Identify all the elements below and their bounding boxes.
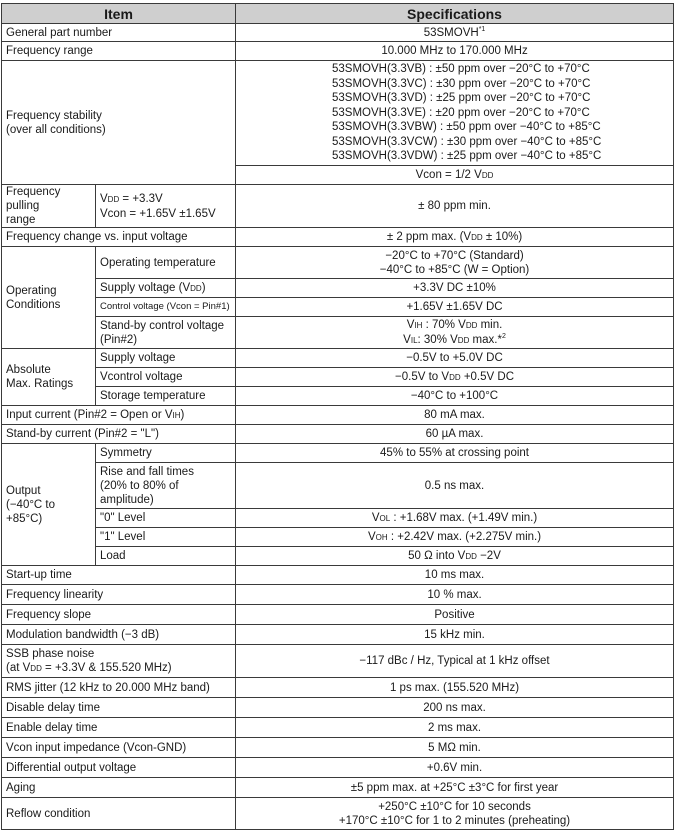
row-value: −20°C to +70°C (Standard) −40°C to +85°C (W = Option) [236, 247, 674, 279]
table-row [2, 738, 674, 758]
row-value: 15 kHz min. [236, 625, 674, 645]
sub-label: Stand-by control voltage (Pin#2) [96, 317, 236, 349]
row-value: ± 80 ppm min. [236, 185, 674, 228]
row-value: −117 dBc / Hz, Typical at 1 kHz offset [236, 645, 674, 678]
row-label: Start-up time [2, 566, 236, 585]
row-value: 80 mA max. [236, 406, 674, 425]
stability-line: 53SMOVH(3.3VBW) : ±50 ppm over −40°C to +85°C [332, 121, 601, 134]
row-value: 2 ms max. [236, 718, 674, 738]
sub-label: Storage temperature [96, 387, 236, 406]
table-row [2, 42, 674, 61]
table-row [2, 605, 674, 625]
row-value: 10 ms max. [236, 566, 674, 585]
row-value: 1 ps max. (155.520 MHz) [236, 678, 674, 698]
row-value: 0.5 ns max. [236, 463, 674, 509]
row-label: Differential output voltage [2, 758, 236, 778]
sub-label: Rise and fall times (20% to 80% of amplitude) [96, 463, 236, 509]
row-label: Frequency change vs. input voltage [2, 228, 236, 247]
row-value: ± 2 ppm max. (VDD ± 10%) [236, 228, 674, 247]
table-row [2, 279, 674, 298]
row-value: ±5 ppm max. at +25°C ±3°C for first year [236, 778, 674, 798]
table-row [2, 317, 674, 349]
sub-label: Control voltage (Vcon = Pin#1) [96, 298, 236, 317]
row-label: Absolute Max. Ratings [2, 349, 96, 406]
row-value: 50 Ω into VDD −2V [236, 547, 674, 566]
sub-label: Supply voltage [96, 349, 236, 368]
table-row [2, 463, 674, 509]
table-row [2, 566, 674, 585]
row-value: −0.5V to VDD +0.5V DC [236, 368, 674, 387]
table-row [2, 798, 674, 830]
table-row [2, 778, 674, 798]
table-row [2, 406, 674, 425]
table-row [2, 24, 674, 42]
row-label: Frequency pulling range [2, 185, 96, 228]
row-value: +0.6V min. [236, 758, 674, 778]
table-row [2, 444, 674, 463]
row-label: Input current (Pin#2 = Open or VIH) [2, 406, 236, 425]
specifications-table [1, 3, 674, 830]
table-row [2, 228, 674, 247]
sub-label: Supply voltage (VDD) [96, 279, 236, 298]
stability-list [236, 61, 674, 166]
table-row [2, 425, 674, 444]
stability-line: 53SMOVH(3.3VC) : ±30 ppm over −20°C to +70°C [332, 77, 591, 90]
row-label: Frequency stability (over all conditions) [2, 61, 236, 185]
row-value: 53SMOVH$^{*1}$ [236, 24, 674, 42]
table-row [2, 387, 674, 406]
row-label: Modulation bandwidth (−3 dB) [2, 625, 236, 645]
table-row [2, 758, 674, 778]
row-label: SSB phase noise (at VDD = +3.3V & 155.520 MHz) [2, 645, 236, 678]
row-label: Stand-by current (Pin#2 = "L") [2, 425, 236, 444]
table-row [2, 547, 674, 566]
row-value: +1.65V ±1.65V DC [236, 298, 674, 317]
table-row [2, 61, 674, 166]
stability-line: 53SMOVH(3.3VDW) : ±25 ppm over −40°C to +85°C [332, 150, 602, 163]
table-row [2, 625, 674, 645]
row-value: VOL : +1.68V max. (+1.49V min.) [236, 509, 674, 528]
stability-line: 53SMOVH(3.3VE) : ±20 ppm over −20°C to +70°C [332, 106, 590, 119]
stability-line: 53SMOVH(3.3VCW) : ±30 ppm over −40°C to +85°C [332, 135, 602, 148]
stability-line: 53SMOVH(3.3VB) : ±50 ppm over −20°C to +70°C [332, 62, 590, 75]
row-label: Disable delay time [2, 698, 236, 718]
table-row [2, 247, 674, 279]
table-row [2, 368, 674, 387]
row-label: Aging [2, 778, 236, 798]
row-label: Frequency linearity [2, 585, 236, 605]
table-row [2, 645, 674, 678]
row-value: Vcon = 1/2 VDD [236, 166, 674, 185]
row-label: Frequency slope [2, 605, 236, 625]
row-value: VIH : 70% VDD min. VIL: 30% VDD max.*$^2$ [236, 317, 674, 349]
table-row [2, 509, 674, 528]
table-row [2, 698, 674, 718]
row-label: Operating Conditions [2, 247, 96, 349]
sub-label: Operating temperature [96, 247, 236, 279]
row-value: VOH : +2.42V max. (+2.275V min.) [236, 528, 674, 547]
row-label: Frequency range [2, 42, 236, 61]
row-label: Vcon input impedance (Vcon-GND) [2, 738, 236, 758]
sub-label: "1" Level [96, 528, 236, 547]
table-row [2, 185, 674, 228]
row-value: 60 µA max. [236, 425, 674, 444]
header-specifications: Specifications [236, 4, 674, 24]
row-label: General part number [2, 24, 236, 42]
row-label: Enable delay time [2, 718, 236, 738]
table-row [2, 718, 674, 738]
stability-line: 53SMOVH(3.3VD) : ±25 ppm over −20°C to +70°C [332, 92, 591, 105]
header-item: Item [2, 4, 236, 24]
table-row [2, 585, 674, 605]
row-condition: VDD = +3.3V Vcon = +1.65V ±1.65V [96, 185, 236, 228]
row-value: −40°C to +100°C [236, 387, 674, 406]
table-header-row [2, 4, 674, 24]
row-value: −0.5V to +5.0V DC [236, 349, 674, 368]
sub-label: Vcontrol voltage [96, 368, 236, 387]
row-value: 200 ns max. [236, 698, 674, 718]
table-row [2, 678, 674, 698]
row-label: RMS jitter (12 kHz to 20.000 MHz band) [2, 678, 236, 698]
row-value: +250°C ±10°C for 10 seconds +170°C ±10°C for 1 to 2 minutes (preheating) [236, 798, 674, 830]
row-value: +3.3V DC ±10% [236, 279, 674, 298]
sub-label: Symmetry [96, 444, 236, 463]
row-label: Reflow condition [2, 798, 236, 830]
sub-label: Load [96, 547, 236, 566]
row-value: Positive [236, 605, 674, 625]
table-row [2, 349, 674, 368]
table-row [2, 298, 674, 317]
row-value: 10.000 MHz to 170.000 MHz [236, 42, 674, 61]
table-row [2, 528, 674, 547]
row-label: Output (−40°C to +85°C) [2, 444, 96, 566]
row-value: 10 % max. [236, 585, 674, 605]
row-value: 5 MΩ min. [236, 738, 674, 758]
row-value: 45% to 55% at crossing point [236, 444, 674, 463]
sub-label: "0" Level [96, 509, 236, 528]
